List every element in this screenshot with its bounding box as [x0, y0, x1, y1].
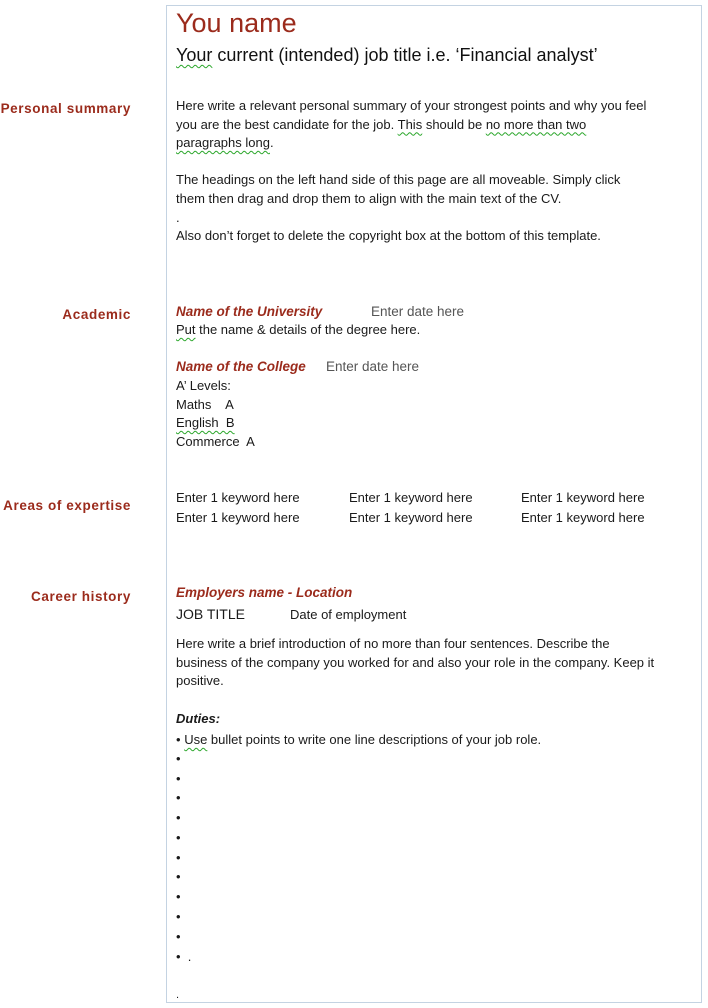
college-date[interactable]: Enter date here	[326, 359, 420, 374]
a-levels-label[interactable]: A’ Levels:	[176, 378, 231, 393]
duty-bullet[interactable]: • Use bullet points to write one line descriptions of your job role.	[176, 732, 542, 747]
footer-dot: .	[176, 989, 180, 1001]
duty-bullet[interactable]: •	[176, 909, 181, 924]
subject-row[interactable]: Commerce A	[176, 434, 255, 449]
summary-line: you are the best candidate for the job. This should be no more than two	[176, 116, 587, 132]
subject-row[interactable]: Maths A	[176, 397, 234, 412]
university-date[interactable]: Enter date here	[371, 304, 465, 319]
duty-bullet[interactable]: •	[176, 790, 181, 805]
keyword-cell[interactable]: Enter 1 keyword here	[349, 490, 473, 505]
duty-bullet[interactable]: • .	[176, 949, 192, 964]
personal-summary-text[interactable]	[176, 97, 696, 246]
duty-bullet[interactable]: •	[176, 929, 181, 944]
keyword-cell[interactable]: Enter 1 keyword here	[176, 490, 300, 505]
heading-personal-summary[interactable]: Personal summary	[0, 101, 131, 116]
duty-bullet[interactable]: •	[176, 869, 181, 884]
university-name[interactable]: Name of the University	[176, 304, 323, 319]
duty-bullet[interactable]: •	[176, 830, 181, 845]
cv-name[interactable]: You name	[176, 8, 297, 38]
duty-bullet[interactable]: •	[176, 850, 181, 865]
heading-areas-of-expertise[interactable]: Areas of expertise	[3, 498, 131, 513]
summary-line: them then drag and drop them to align with the main text of the CV.	[176, 190, 562, 206]
summary-line: Here write a relevant personal summary of your strongest points and why you feel	[176, 98, 647, 113]
degree-details[interactable]: Put the name & details of the degree here.	[176, 322, 421, 337]
summary-line: .	[176, 209, 180, 225]
intro-line: Here write a brief introduction of no more than four sentences. Describe the	[176, 636, 610, 651]
employment-date[interactable]: Date of employment	[290, 607, 407, 622]
summary-line: paragraphs long.	[176, 135, 274, 151]
cv-job-title[interactable]	[176, 45, 598, 66]
employer-name-location[interactable]: Employers name - Location	[176, 585, 353, 600]
duty-bullet[interactable]: •	[176, 889, 181, 904]
duty-bullet[interactable]: •	[176, 751, 181, 766]
college-name[interactable]: Name of the College	[176, 359, 306, 374]
job-title-rest: current (intended) job title i.e. ‘Financial analyst’	[212, 45, 598, 65]
intro-line: business of the company you worked for and also your role in the company. Keep it	[176, 654, 655, 670]
job-title-label[interactable]: JOB TITLE	[176, 606, 245, 622]
keyword-cell[interactable]: Enter 1 keyword here	[349, 510, 473, 525]
heading-academic[interactable]: Academic	[62, 307, 131, 322]
duty-bullet[interactable]: •	[176, 771, 181, 786]
summary-line: Also don’t forget to delete the copyright box at the bottom of this template.	[176, 228, 601, 244]
keyword-cell[interactable]: Enter 1 keyword here	[176, 510, 300, 525]
subject-row[interactable]: English B	[176, 415, 235, 430]
job-title-word: Your	[176, 45, 213, 65]
keyword-cell[interactable]: Enter 1 keyword here	[521, 510, 645, 525]
summary-line: The headings on the left hand side of this page are all moveable. Simply click	[176, 172, 621, 188]
job-introduction[interactable]	[176, 635, 696, 691]
duties-heading[interactable]: Duties:	[176, 711, 221, 726]
keyword-cell[interactable]: Enter 1 keyword here	[521, 490, 645, 505]
duty-bullet[interactable]: •	[176, 810, 181, 825]
intro-line: positive.	[176, 673, 224, 689]
heading-career-history[interactable]: Career history	[31, 589, 131, 604]
